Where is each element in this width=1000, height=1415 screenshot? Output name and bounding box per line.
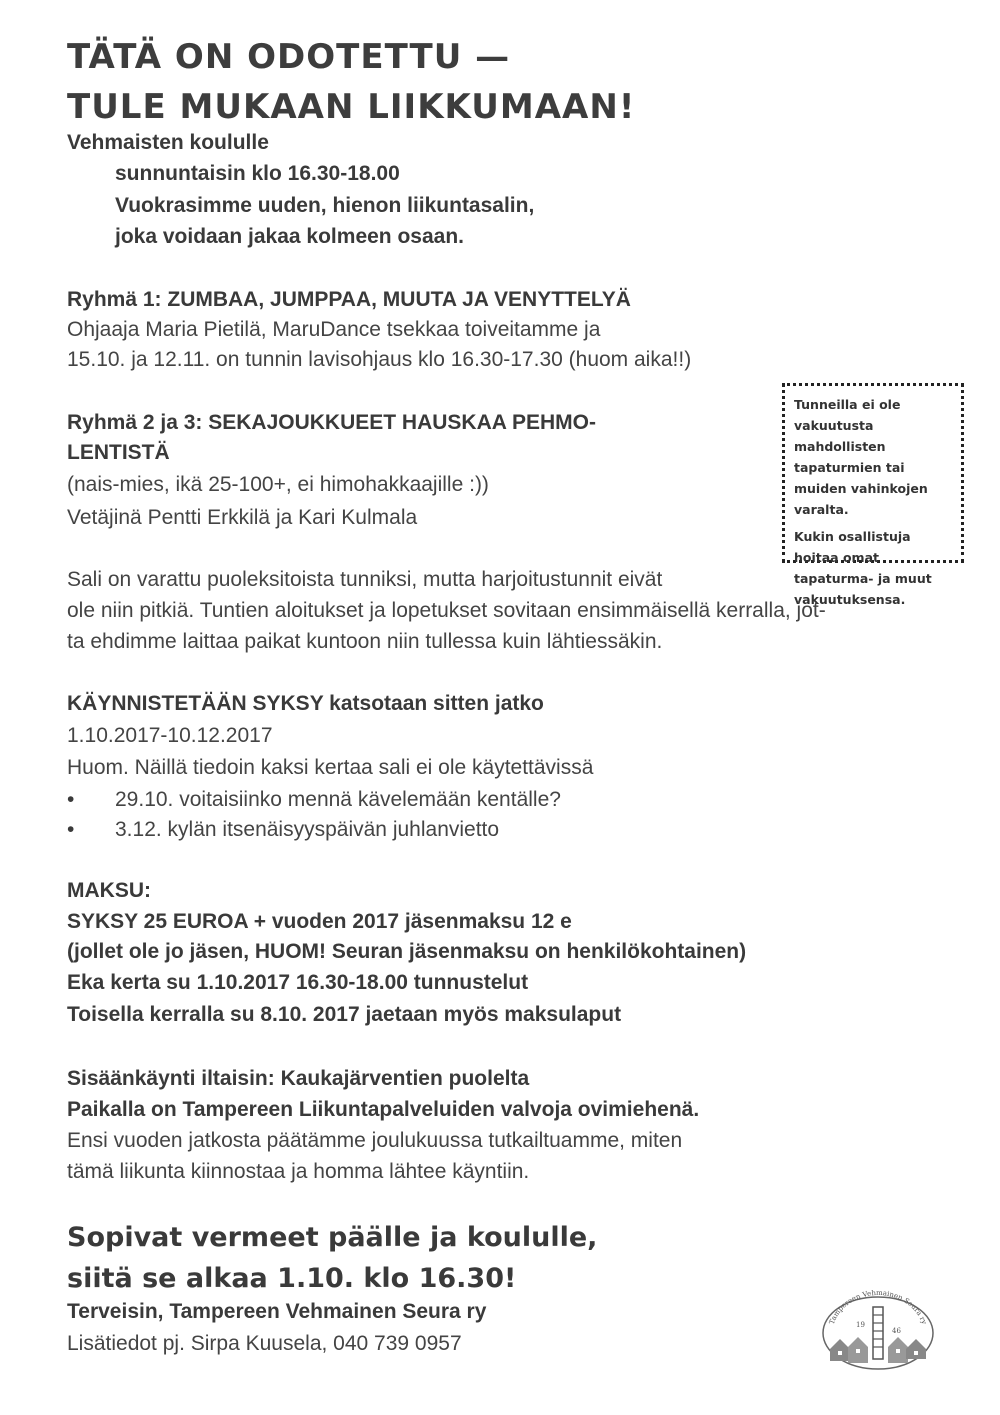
intro-place: Vehmaisten koululle <box>67 131 269 154</box>
group1-heading: Ryhmä 1: ZUMBAA, JUMPPAA, MUUTA JA VENYTTELYÄ <box>67 288 631 311</box>
payment-line-3: Eka kerta su 1.10.2017 16.30-18.00 tunnustelut <box>67 971 529 994</box>
entrance-line-2: Paikalla on Tampereen Liikuntapalveluiden valvoja ovimiehenä. <box>67 1098 700 1121</box>
bullet-icon: • <box>67 818 75 841</box>
payment-line-2: (jollet ole jo jäsen, HUOM! Seuran jäsenmaksu on henkilökohtainen) <box>67 940 747 963</box>
hall-text-line-2: ole niin pitkiä. Tuntien aloitukset ja lopetukset sovitaan ensimmäisellä kerralla, jot- <box>67 599 826 622</box>
autumn-dates: 1.10.2017-10.12.2017 <box>67 724 273 747</box>
bullet-icon: • <box>67 788 75 811</box>
group23-heading-2: LENTISTÄ <box>67 441 170 464</box>
page-title <box>67 32 635 132</box>
autumn-heading <box>67 689 544 719</box>
autumn-heading-bold: KÄYNNISTETÄÄN SYKSY <box>67 692 324 715</box>
entrance-line-3: Ensi vuoden jatkosta päätämme joulukuussa tutkailtuamme, miten <box>67 1129 683 1152</box>
autumn-note: Huom. Näillä tiedoin kaksi kertaa sali ei ole käytettävissä <box>67 756 594 779</box>
closing-line-1: Sopivat vermeet päälle ja koululle, <box>67 1222 598 1253</box>
seal-text: Tampereen Vehmainen Seura ry <box>827 1288 929 1326</box>
entrance-line-1: Sisäänkäynti iltaisin: Kaukajärventien puolelta <box>67 1067 530 1090</box>
payment-line-1: SYKSY 25 EUROA + vuoden 2017 jäsenmaksu 12 e <box>67 910 572 933</box>
payment-line-4: Toisella kerralla su 8.10. 2017 jaetaan myös maksulaput <box>67 1003 622 1026</box>
hall-text-line-3: ta ehdimme laittaa paikat kuntoon niin tullessa kuin lähtiessäkin. <box>67 630 663 653</box>
closing-greeting: Terveisin, Tampereen Vehmainen Seura ry <box>67 1300 487 1323</box>
group23-heading-1: Ryhmä 2 ja 3: SEKAJOUKKUEET HAUSKAA PEHMO- <box>67 411 596 434</box>
payment-heading: MAKSU: <box>67 879 151 902</box>
insurance-notice-box <box>782 383 964 607</box>
title-line-1: TÄTÄ ON ODOTETTU — <box>67 37 511 77</box>
autumn-bullet-1: 29.10. voitaisiinko mennä kävelemään kentälle? <box>115 788 561 811</box>
group23-line-1: (nais-mies, ikä 25-100+, ei himohakkaajille :)) <box>67 473 489 496</box>
intro-hall-2: joka voidaan jakaa kolmeen osaan. <box>115 225 464 248</box>
group23-line-2: Vetäjinä Pentti Erkkilä ja Kari Kulmala <box>67 506 418 529</box>
club-seal-logo-icon <box>818 1285 938 1370</box>
intro-hall-1: Vuokrasimme uuden, hienon liikuntasalin, <box>115 194 535 217</box>
intro-time: sunnuntaisin klo 16.30-18.00 <box>115 162 400 185</box>
closing-line-2: siitä se alkaa 1.10. klo 16.30! <box>67 1263 517 1294</box>
hall-text-line-1: Sali on varattu puoleksitoista tunniksi, mutta harjoitustunnit eivät <box>67 568 663 591</box>
group1-line-2: 15.10. ja 12.11. on tunnin lavisohjaus klo 16.30-17.30 (huom aika!!) <box>67 348 692 371</box>
title-line-2: TULE MUKAAN LIIKKUMAAN! <box>67 87 636 127</box>
entrance-line-4: tämä liikunta kiinnostaa ja homma lähtee käyntiin. <box>67 1160 530 1183</box>
autumn-heading-rest: katsotaan sitten jatko <box>323 692 544 715</box>
seal-year-right: 46 <box>892 1327 901 1335</box>
seal-year-left: 19 <box>856 1321 865 1329</box>
notice-paragraph-1: Tunneilla ei ole vakuutusta mahdollisten tapaturmien tai muiden vahinkojen varalta. <box>794 397 928 517</box>
autumn-bullet-2: 3.12. kylän itsenäisyyspäivän juhlanvietto <box>115 818 500 841</box>
notice-paragraph-2: Kukin osallistuja hoitaa omat tapaturma- ja muut vakuutuksensa. <box>794 529 932 607</box>
closing-contact: Lisätiedot pj. Sirpa Kuusela, 040 739 0957 <box>67 1332 462 1355</box>
group1-line-1: Ohjaaja Maria Pietilä, MaruDance tsekkaa toiveitamme ja <box>67 318 601 341</box>
